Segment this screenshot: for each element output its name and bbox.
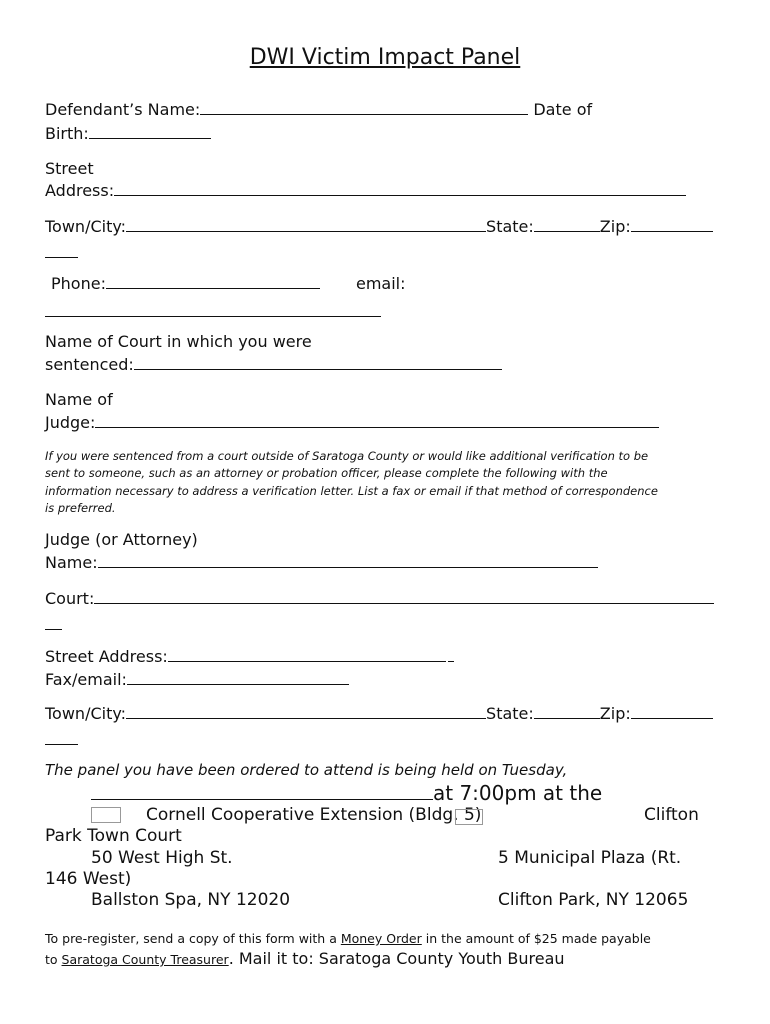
dob-label-cont: Birth: — [45, 124, 89, 143]
option1-city: Ballston Spa, NY 12020 — [91, 890, 291, 910]
street-label-a: Street — [45, 159, 94, 178]
v-fax-row — [45, 669, 349, 691]
form-title: DWI Victim Impact Panel — [249, 45, 521, 70]
option1-street: 50 West High St. — [91, 848, 233, 868]
state-field[interactable] — [534, 216, 600, 232]
v-court-row — [45, 588, 714, 610]
town-field[interactable] — [126, 216, 486, 232]
v-fax-label: Fax/email: — [45, 670, 127, 689]
footer-text-d: . Mail it to: — [228, 949, 319, 968]
option2-checkbox-wrap — [455, 806, 483, 825]
court-label-b: sentenced: — [45, 355, 134, 374]
treasurer-text: Saratoga County Treasurer — [61, 952, 229, 967]
v-fax-field[interactable] — [127, 669, 349, 685]
v-town-row — [45, 703, 713, 725]
street-address-field[interactable] — [114, 180, 686, 196]
v-state-field[interactable] — [534, 703, 600, 719]
defendant-name-row — [45, 99, 592, 121]
state-label: State: — [486, 217, 534, 236]
panel-time: at 7:00pm at the — [433, 781, 603, 805]
judge-label-a: Name of — [45, 390, 113, 409]
defendant-name-field[interactable] — [200, 99, 528, 115]
option2-name-a: Clifton — [644, 805, 699, 825]
email-field[interactable] — [45, 316, 381, 317]
notice-line: If you were sentenced from a court outside of Saratoga County or would like additional verification to be — [45, 449, 649, 463]
judge-label-b: Judge: — [45, 413, 96, 432]
zip-field-wrap[interactable] — [45, 257, 78, 258]
v-zip-field-wrap[interactable] — [45, 744, 78, 745]
youth-bureau-text: Saratoga County Youth Bureau — [318, 949, 565, 968]
v-zip-field[interactable] — [631, 703, 713, 719]
v-judge-row — [45, 552, 598, 574]
option1-checkbox[interactable] — [91, 807, 121, 823]
panel-intro: The panel you have been ordered to attend is being held on Tuesday, — [45, 761, 568, 779]
street-label-b: Address: — [45, 181, 115, 200]
footer-line-2 — [45, 948, 565, 970]
footer-text-c: to — [45, 952, 62, 967]
money-order-text: Money Order — [340, 931, 422, 946]
v-street-label: Street Address: — [45, 647, 168, 666]
judge-row — [45, 412, 659, 434]
dob-label: Date of — [533, 100, 593, 119]
option2-street-b: 146 West) — [45, 869, 132, 889]
option1-name: Cornell Cooperative Extension (Bldg. 5) — [146, 805, 482, 825]
notice-line: is preferred. — [45, 500, 116, 515]
v-state-label: State: — [486, 704, 534, 723]
zip-label: Zip: — [599, 217, 631, 236]
dob-row — [45, 123, 211, 145]
verification-notice — [45, 448, 658, 517]
defendant-name-label: Defendant’s Name: — [45, 100, 201, 119]
phone-label: Phone: — [51, 274, 106, 293]
panel-date-field[interactable] — [91, 779, 433, 800]
court-label-a: Name of Court in which you were — [45, 332, 312, 351]
v-judge-name-field[interactable] — [98, 552, 598, 568]
v-town-label: Town/City: — [45, 704, 127, 723]
street-row — [45, 180, 686, 202]
zip-field[interactable] — [631, 216, 713, 232]
v-court-field-wrap[interactable] — [45, 629, 62, 630]
notice-line: information necessary to address a verification letter. List a fax or email if that method of correspondence — [45, 483, 658, 498]
notice-line: sent to someone, such as an attorney or probation officer, please complete the following with the — [45, 466, 608, 481]
v-street-field-end — [448, 646, 454, 662]
panel-date-row — [91, 779, 602, 806]
v-court-label: Court: — [45, 589, 95, 608]
phone-field[interactable] — [106, 273, 320, 289]
option2-name-b: Park Town Court — [45, 826, 182, 846]
phone-row — [51, 273, 320, 295]
option2-checkbox[interactable] — [455, 809, 483, 825]
town-row — [45, 216, 713, 238]
v-court-field[interactable] — [94, 588, 714, 604]
footer-text-a: To pre-register, send a copy of this form with a — [45, 931, 341, 946]
judge-field[interactable] — [95, 412, 659, 428]
v-street-field[interactable] — [168, 646, 446, 662]
v-town-field[interactable] — [126, 703, 486, 719]
footer-text-b: in the amount of $25 made payable — [421, 931, 651, 946]
option2-city: Clifton Park, NY 12065 — [498, 890, 689, 910]
footer-line-1 — [45, 929, 651, 949]
v-zip-label: Zip: — [599, 704, 631, 723]
court-field[interactable] — [134, 354, 502, 370]
v-judge-label-a: Judge (or Attorney) — [45, 530, 198, 549]
option2-street-a: 5 Municipal Plaza (Rt. — [498, 848, 682, 868]
dob-field[interactable] — [89, 123, 211, 139]
court-row — [45, 354, 502, 376]
v-judge-label-b: Name: — [45, 553, 98, 572]
v-street-row — [45, 646, 454, 668]
town-label: Town/City: — [45, 217, 127, 236]
email-label: email: — [356, 274, 406, 293]
